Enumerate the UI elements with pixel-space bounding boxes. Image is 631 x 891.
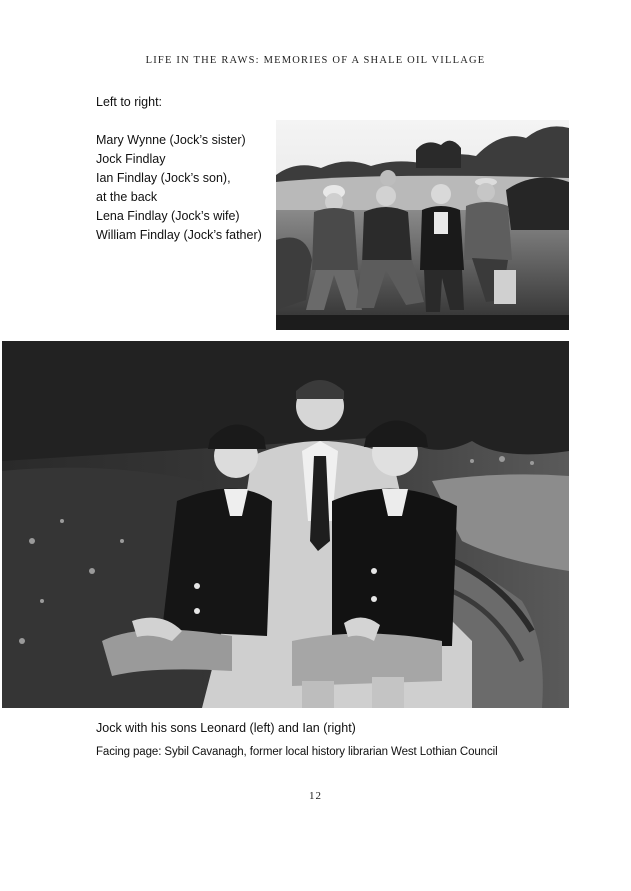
caption-line: Jock Findlay [96, 152, 166, 166]
caption-line: Ian Findlay (Jock’s son), [96, 171, 231, 185]
jock-and-sons-photo [2, 341, 569, 708]
caption-line: Mary Wynne (Jock’s sister) [96, 133, 246, 147]
family-group-photo [276, 120, 569, 330]
caption-line: William Findlay (Jock’s father) [96, 228, 262, 242]
family-photo-caption [96, 93, 271, 245]
photo-caption: Jock with his sons Leonard (left) and Ian (right) [96, 721, 356, 735]
caption-line: Lena Findlay (Jock’s wife) [96, 209, 240, 223]
page-number: 12 [309, 790, 322, 802]
facing-page-caption: Facing page: Sybil Cavanagh, former local history librarian West Lothian Council [96, 746, 498, 758]
running-head: LIFE IN THE RAWS: MEMORIES OF A SHALE OIL VILLAGE [145, 55, 486, 66]
caption-heading: Left to right: [96, 95, 163, 109]
caption-line: at the back [96, 190, 158, 204]
